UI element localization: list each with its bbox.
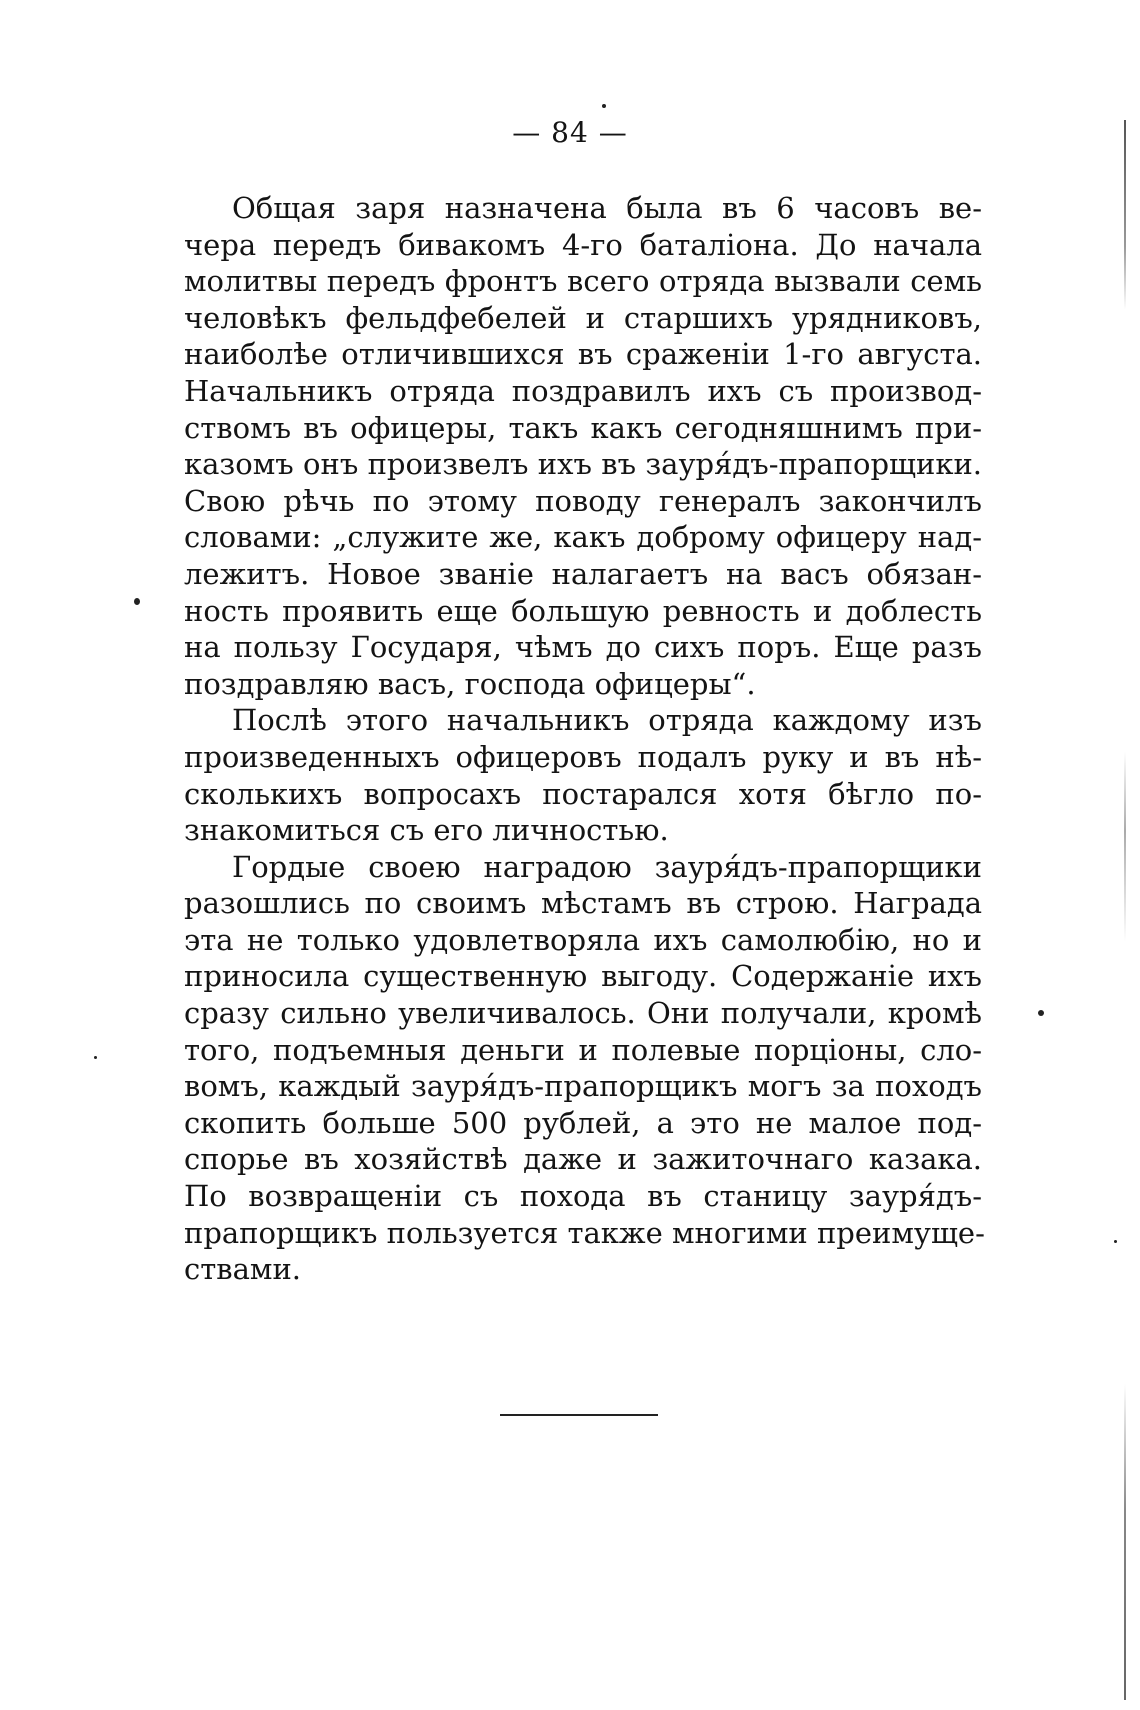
scan-edge-line <box>1124 120 1126 1700</box>
scan-speck <box>134 598 140 605</box>
section-divider <box>500 1414 658 1416</box>
text-line: Гордые своею наградою зауря́дъ-прапорщики <box>232 849 982 884</box>
text-line: поздравляю васъ, господа офицеры“. <box>184 666 756 701</box>
page-number: — 84 — <box>512 116 628 149</box>
text-line: разошлись по своимъ мѣстамъ въ строю. Награда <box>184 886 982 921</box>
text-line: словами: „служите же, какъ доброму офицеру над- <box>184 520 982 555</box>
text-line: знакомиться съ его личностью. <box>184 813 669 848</box>
text-line: скопить больше 500 рублей, а это не малое под- <box>184 1105 982 1140</box>
text-line: произведенныхъ офицеровъ подалъ руку и въ нѣ- <box>184 739 982 774</box>
text-line: сразу сильно увеличивалось. Они получали, кромѣ <box>184 996 982 1031</box>
text-line: Общая заря назначена была въ 6 часовъ ве- <box>232 191 982 225</box>
text-line: чера передъ бивакомъ 4-го баталіона. До начала <box>184 227 982 262</box>
scan-speck <box>1114 1240 1117 1243</box>
text-line: того, подъемныя деньги и полевые порціоны, сло- <box>184 1032 982 1067</box>
text-line: наиболѣе отличившихся въ сраженіи 1-го августа. <box>184 337 982 372</box>
text-line: вомъ, каждый зауря́дъ-прапорщикъ могъ за походъ <box>184 1069 982 1104</box>
text-line: Начальникъ отряда поздравилъ ихъ съ производ- <box>184 373 982 408</box>
text-line: Свою рѣчь по этому поводу генералъ закончилъ <box>184 483 982 518</box>
text-line: прапорщикъ пользуется также многими преимуще- <box>184 1215 985 1250</box>
text-line: на пользу Государя, чѣмъ до сихъ поръ. Еще разъ <box>184 630 982 665</box>
text-line: лежитъ. Новое званіе налагаетъ на васъ обязан- <box>184 556 982 591</box>
text-line: сколькихъ вопросахъ постарался хотя бѣгло по- <box>184 776 982 811</box>
text-line: человѣкъ фельдфебелей и старшихъ урядниковъ, <box>184 300 982 335</box>
text-line: приносила существенную выгоду. Содержаніе ихъ <box>184 959 982 994</box>
text-line: казомъ онъ произвелъ ихъ въ зауря́дъ-прапорщики. <box>184 447 982 482</box>
text-line: ствомъ въ офицеры, такъ какъ сегодняшнимъ при- <box>184 410 982 445</box>
text-line: Послѣ этого начальникъ отряда каждому изъ <box>232 703 982 738</box>
text-line: молитвы передъ фронтъ всего отряда вызвали семь <box>184 264 982 299</box>
text-line: эта не только удовлетворяла ихъ самолюбію, но и <box>184 922 982 957</box>
scan-speck <box>94 1056 97 1059</box>
body-text <box>184 190 985 1288</box>
scan-speck <box>602 104 606 108</box>
text-line: спорье въ хозяйствѣ даже и зажиточнаго казака. <box>184 1142 982 1177</box>
text-line: ствами. <box>184 1252 302 1287</box>
text-line: По возвращеніи съ похода въ станицу зауря́дъ- <box>184 1179 982 1214</box>
scan-speck <box>1038 1010 1044 1016</box>
text-line: ность проявить еще большую ревность и доблесть <box>184 593 982 628</box>
